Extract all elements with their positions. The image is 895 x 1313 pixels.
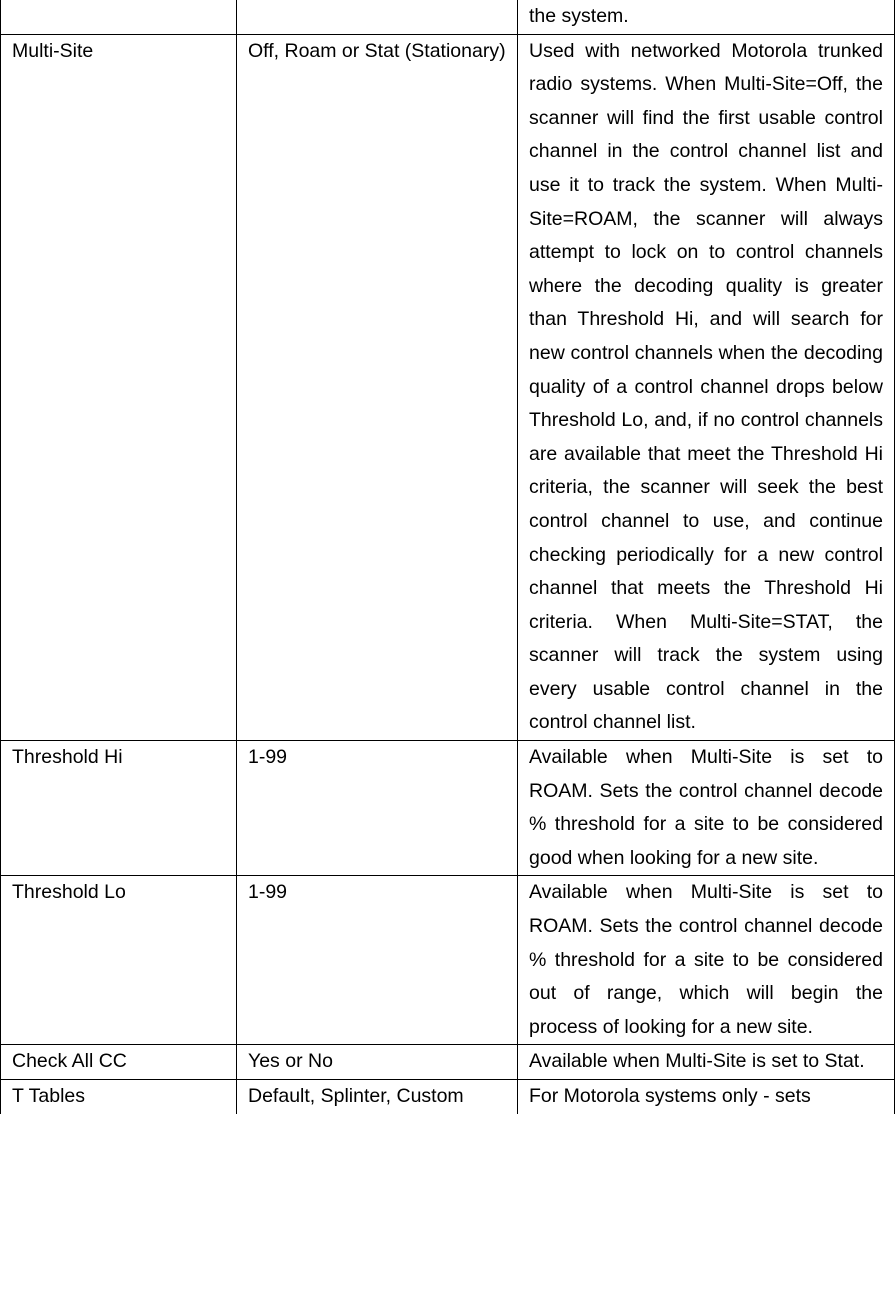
setting-name: Threshold Hi: [1, 741, 237, 876]
setting-values: 1-99: [237, 741, 518, 876]
setting-values: Yes or No: [237, 1045, 518, 1080]
setting-name: T Tables: [1, 1080, 237, 1114]
table-row: [1, 1045, 895, 1080]
setting-name: Check All CC: [1, 1045, 237, 1080]
setting-values: 1-99: [237, 876, 518, 1045]
setting-name: Multi-Site: [1, 34, 237, 740]
table-row: [1, 0, 895, 34]
table-row: [1, 34, 895, 740]
table-row: [1, 876, 895, 1045]
table-row: [1, 1080, 895, 1114]
setting-name: Threshold Lo: [1, 876, 237, 1045]
setting-description: the system.: [518, 0, 895, 34]
setting-values: [237, 0, 518, 34]
setting-values: Off, Roam or Stat (Stationary): [237, 34, 518, 740]
setting-description: Available when Multi-Site is set to ROAM. Sets the control channel decode % threshold for a site to be considered out of range, which will begin the process of looking for a new site.: [518, 876, 895, 1045]
setting-description: Used with networked Motorola trunked radio systems. When Multi-Site=Off, the scanner will find the first usable control channel in the control channel list and use it to track the system. When Multi-Site=ROAM, the scanner will always attempt to lock on to control channels where the decoding quality is greater than Threshold Hi, and will search for new control channels when the decoding quality of a control channel drops below Threshold Lo, and, if no control channels are available that meet the Threshold Hi criteria, the scanner will seek the best control channel to use, and continue checking periodically for a new control channel that meets the Threshold Hi criteria. When Multi-Site=STAT, the scanner will track the system using every usable control channel in the control channel list.: [518, 34, 895, 740]
setting-values: Default, Splinter, Custom: [237, 1080, 518, 1114]
setting-description: Available when Multi-Site is set to Stat.: [518, 1045, 895, 1080]
table-row: [1, 741, 895, 876]
setting-name: [1, 0, 237, 34]
setting-description: Available when Multi-Site is set to ROAM. Sets the control channel decode % threshold for a site to be considered good when looking for a new site.: [518, 741, 895, 876]
setting-description: For Motorola systems only - sets: [518, 1080, 895, 1114]
